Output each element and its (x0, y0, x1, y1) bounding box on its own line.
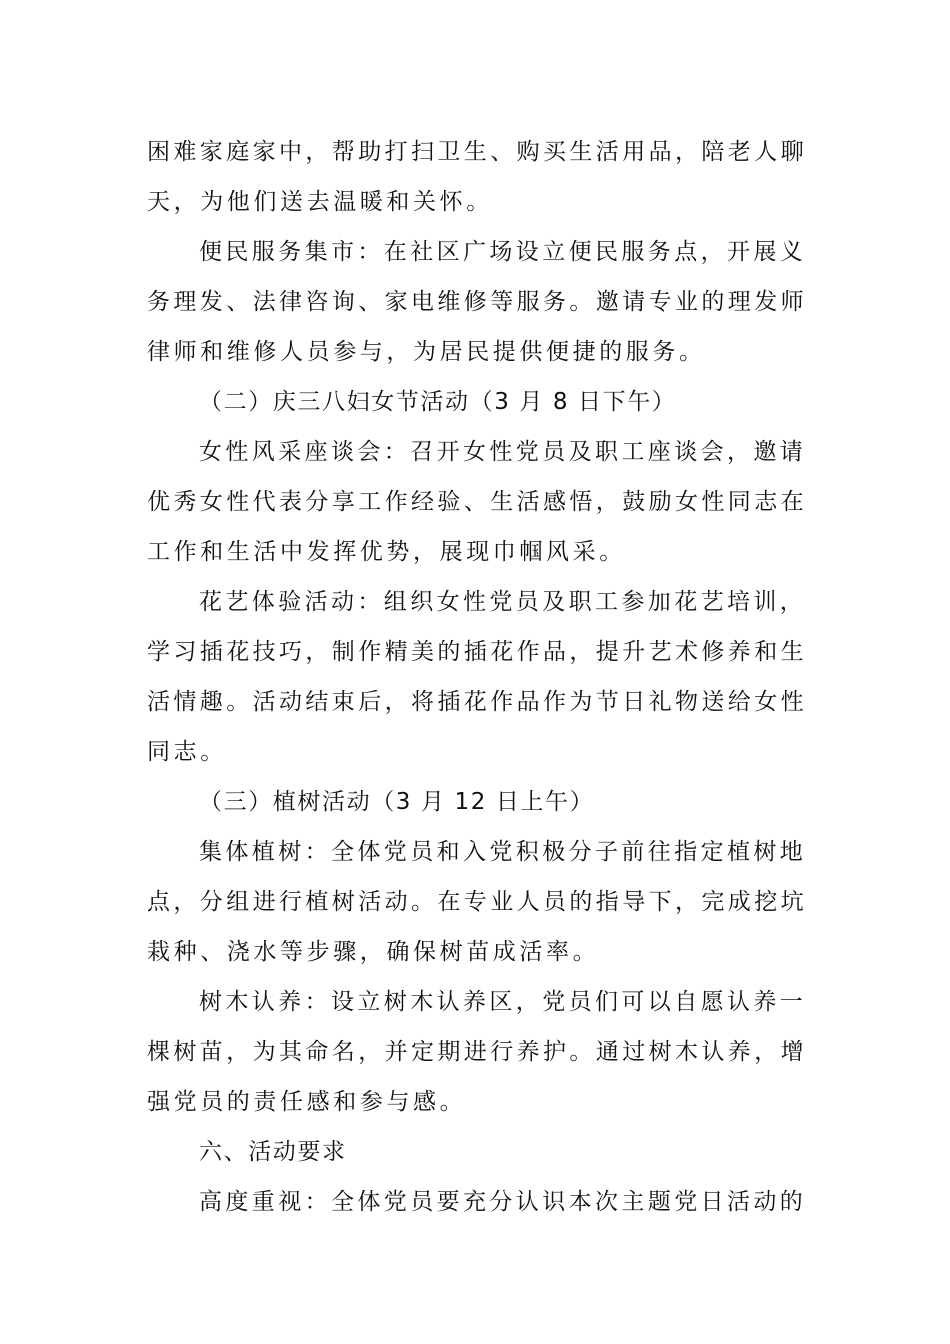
text-line: 便民服务集市：在社区广场设立便民服务点，开展义 (199, 239, 807, 265)
text-line: 女性风采座谈会：召开女性党员及职工座谈会，邀请 (199, 439, 807, 465)
text-line: 律师和维修人员参与，为居民提供便捷的服务。 (147, 339, 706, 365)
heading-line: 六、活动要求 (199, 1139, 347, 1165)
text-line: 树木认养：设立树木认养区，党员们可以自愿认养一 (199, 989, 807, 1015)
section-heading-6 (147, 1127, 807, 1177)
text-line: 天，为他们送去温暖和关怀。 (147, 189, 493, 215)
paragraph-2 (147, 227, 807, 377)
section-heading-2 (147, 377, 807, 427)
paragraph-1 (147, 127, 807, 227)
text-line: 点，分组进行植树活动。在专业人员的指导下，完成挖坑 (147, 889, 807, 915)
text-line: 困难家庭家中，帮助打扫卫生、购买生活用品，陪老人聊 (147, 139, 807, 165)
heading-line: （二）庆三八妇女节活动（3 月 8 日下午） (199, 389, 677, 415)
text-line: 高度重视：全体党员要充分认识本次主题党日活动的 (199, 1189, 807, 1215)
text-line: 学习插花技巧，制作精美的插花作品，提升艺术修养和生 (147, 639, 807, 665)
heading-line: （三）植树活动（3 月 12 日上午） (199, 789, 595, 815)
paragraph-4 (147, 577, 807, 777)
text-line: 同志。 (147, 739, 227, 765)
text-line: 强党员的责任感和参与感。 (147, 1089, 467, 1115)
text-line: 务理发、法律咨询、家电维修等服务。邀请专业的理发师 (147, 289, 807, 315)
text-line: 优秀女性代表分享工作经验、生活感悟，鼓励女性同志在 (147, 489, 807, 515)
paragraph-5 (147, 827, 807, 977)
text-line: 棵树苗，为其命名，并定期进行养护。通过树木认养，增 (147, 1039, 807, 1065)
paragraph-3 (147, 427, 807, 577)
paragraph-7 (147, 1177, 807, 1227)
text-line: 栽种、浇水等步骤，确保树苗成活率。 (147, 939, 600, 965)
section-heading-3 (147, 777, 807, 827)
document-body (147, 127, 807, 1227)
paragraph-6 (147, 977, 807, 1127)
text-line: 活情趣。活动结束后，将插花作品作为节日礼物送给女性 (147, 689, 807, 715)
text-line: 集体植树：全体党员和入党积极分子前往指定植树地 (199, 839, 807, 865)
text-line: 花艺体验活动：组织女性党员及职工参加花艺培训， (199, 589, 807, 615)
text-line: 工作和生活中发挥优势，展现巾帼风采。 (147, 539, 626, 565)
